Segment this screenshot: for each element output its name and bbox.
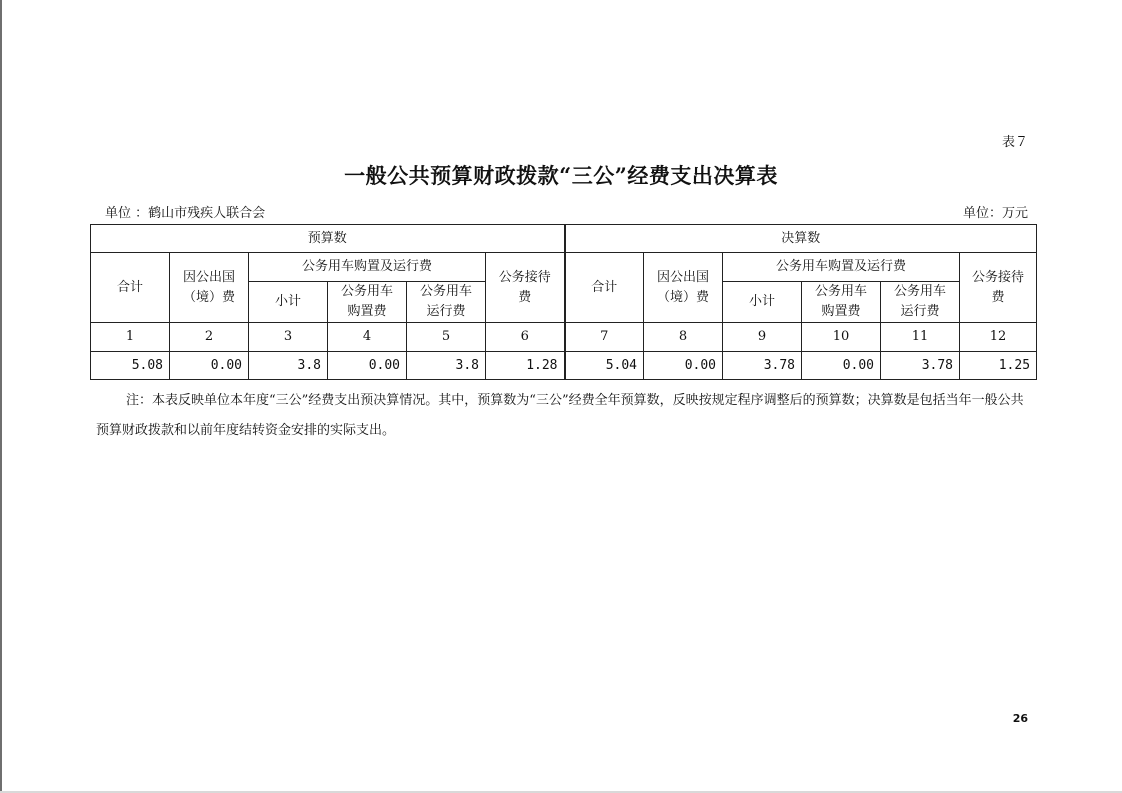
- header-budget: 预算数: [91, 225, 565, 253]
- header-total: 合计: [91, 253, 170, 323]
- header-vehicle-purchase-line1: 公务用车: [815, 284, 868, 299]
- header-abroad-line2: （境）费: [182, 289, 235, 305]
- header-vehicle-purchase-line2: 购置费: [347, 304, 387, 319]
- header-subtotal: 小计: [723, 282, 802, 323]
- header-vehicle-operation: [407, 282, 486, 323]
- value-cell: 3.78: [723, 352, 802, 380]
- header-row-groups: [91, 225, 1037, 253]
- page-edge-left: [0, 0, 2, 793]
- header-reception-line2: 费: [518, 289, 532, 305]
- header-vehicle-operation-line2: 运行费: [426, 304, 466, 319]
- value-cell: 3.78: [881, 352, 960, 380]
- reporting-unit: 单位 ：鹤山市残疾人联合会: [105, 206, 266, 221]
- header-vehicle: 公务用车购置及运行费: [723, 253, 960, 282]
- header-reception-line1: 公务接待: [498, 269, 551, 285]
- currency-unit: 单位：万元: [962, 206, 1028, 221]
- page-title: 一般公共预算财政拨款“三公”经费支出决算表: [344, 163, 778, 188]
- header-reception: [960, 253, 1037, 323]
- column-number: 6: [486, 323, 565, 352]
- value-cell: 0.00: [328, 352, 407, 380]
- value-cell: 0.00: [644, 352, 723, 380]
- header-abroad: [170, 253, 249, 323]
- header-abroad-line2: （境）费: [657, 289, 710, 305]
- page-number: 26: [1012, 712, 1028, 725]
- column-number: 12: [960, 323, 1037, 352]
- header-reception-line2: 费: [991, 289, 1005, 305]
- header-vehicle-purchase-line2: 购置费: [821, 304, 861, 319]
- column-number-row: [91, 323, 1037, 352]
- header-subtotal: 小计: [249, 282, 328, 323]
- value-cell: 1.28: [486, 352, 565, 380]
- value-cell: 3.8: [249, 352, 328, 380]
- column-number: 11: [881, 323, 960, 352]
- header-vehicle-purchase: [802, 282, 881, 323]
- value-row: [91, 352, 1037, 380]
- column-number: 2: [170, 323, 249, 352]
- column-number: 8: [644, 323, 723, 352]
- header-abroad-line1: 因公出国: [182, 269, 235, 285]
- column-number: 4: [328, 323, 407, 352]
- header-vehicle-operation-line2: 运行费: [900, 304, 940, 319]
- table-number: 表７: [1001, 135, 1028, 150]
- value-cell: 3.8: [407, 352, 486, 380]
- header-total: 合计: [565, 253, 644, 323]
- value-cell: 5.04: [565, 352, 644, 380]
- column-number: 3: [249, 323, 328, 352]
- header-vehicle: 公务用车购置及运行费: [249, 253, 486, 282]
- column-number: 5: [407, 323, 486, 352]
- header-vehicle-operation: [881, 282, 960, 323]
- header-vehicle-operation-line1: 公务用车: [894, 284, 947, 299]
- table-note: 注：本表反映单位本年度“三公”经费支出预决算情况。其中，预算数为“三公”经费全年预算数，反映按规定程序调整后的预算数；决算数是包括当年一般公共预算财政拨款和以前年度结转资金安排的实际支出。: [96, 393, 1024, 438]
- value-cell: 0.00: [170, 352, 249, 380]
- value-cell: 0.00: [802, 352, 881, 380]
- column-number: 10: [802, 323, 881, 352]
- header-final: 决算数: [565, 225, 1037, 253]
- header-abroad-line1: 因公出国: [657, 269, 710, 285]
- value-cell: 1.25: [960, 352, 1037, 380]
- header-reception-line1: 公务接待: [972, 269, 1025, 285]
- header-vehicle-purchase-line1: 公务用车: [340, 284, 393, 299]
- column-number: 9: [723, 323, 802, 352]
- header-row-categories: [91, 253, 1037, 282]
- column-number: 1: [91, 323, 170, 352]
- three-public-expenses-table: [90, 224, 1037, 380]
- value-cell: 5.08: [91, 352, 170, 380]
- header-vehicle-operation-line1: 公务用车: [419, 284, 472, 299]
- header-vehicle-purchase: [328, 282, 407, 323]
- header-reception: [486, 253, 565, 323]
- header-abroad: [644, 253, 723, 323]
- column-number: 7: [565, 323, 644, 352]
